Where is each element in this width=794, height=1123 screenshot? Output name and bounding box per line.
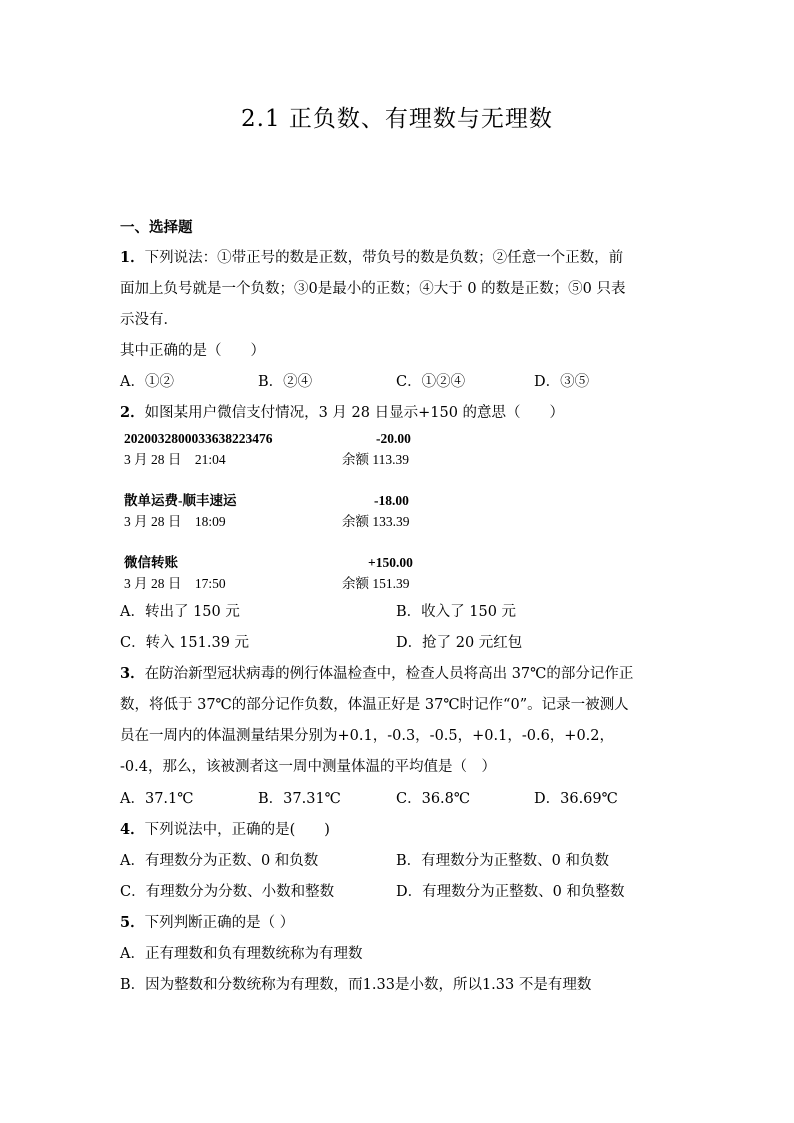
question-4-option-d: D．有理数分为正整数、0 和负整数 <box>396 884 625 900</box>
question-2-option-d: D．抢了 20 元红包 <box>396 635 523 651</box>
question-1-option-a: A．①② <box>120 374 174 390</box>
question-4-number: 4． <box>120 821 145 838</box>
question-1-number: 1． <box>120 249 145 266</box>
question-3-line-2: 数，将低于 37℃的部分记作负数，体温正好是 37℃时记作“0”。记录一被测人 <box>120 697 629 713</box>
question-1-option-c: C．①②④ <box>396 374 466 390</box>
question-5-text: 下列判断正确的是（ ） <box>144 915 295 931</box>
transaction-1-date: 3 月 28 日 21:04 <box>124 452 226 467</box>
question-2-option-b: B．收入了 150 元 <box>396 604 517 620</box>
question-4-option-c: C．有理数分为分数、小数和整数 <box>120 884 335 900</box>
question-3-option-b: B．37.31℃ <box>258 791 341 807</box>
question-2-number: 2． <box>120 404 145 421</box>
page-title: 2.1 正负数、有理数与无理数 <box>241 106 553 132</box>
transaction-3-amount: +150.00 <box>368 555 413 570</box>
question-1-line-3: 示没有． <box>120 312 178 328</box>
question-1-line-2: 面加上负号就是一个负数；③0是最小的正数；④大于 0 的数是正数；⑤0 只表 <box>120 281 626 297</box>
question-4-line <box>120 820 330 840</box>
question-1-line-1 <box>120 248 623 268</box>
transaction-2-date: 3 月 28 日 18:09 <box>124 514 226 529</box>
transaction-1-amount: -20.00 <box>376 431 411 446</box>
question-5-number: 5． <box>120 914 145 931</box>
transaction-1-name: 2020032800033638223476 <box>124 431 273 446</box>
question-3-number: 3． <box>120 665 145 682</box>
question-1-option-d: D．③⑤ <box>534 374 590 390</box>
question-3-option-d: D．36.69℃ <box>534 791 618 807</box>
question-1-option-b: B．②④ <box>258 374 313 390</box>
question-1-line-4: 其中正确的是（ ） <box>120 343 265 359</box>
question-3-text-1: 在防治新型冠状病毒的例行体温检查中，检查人员将高出 37℃的部分记作正 <box>144 666 634 682</box>
question-2-option-a: A．转出了 150 元 <box>120 604 240 620</box>
question-2-line <box>120 403 564 423</box>
transaction-3-name: 微信转账 <box>124 555 178 570</box>
question-5-option-b: B．因为整数和分数统称为有理数，而1.33是小数，所以1.33 不是有理数 <box>120 977 592 993</box>
question-4-option-a: A．有理数分为正数、0 和负数 <box>120 853 319 869</box>
question-4-text: 下列说法中，正确的是( ) <box>144 822 330 838</box>
question-3-line-1 <box>120 664 633 684</box>
transaction-2-name: 散单运费-顺丰速运 <box>124 493 237 508</box>
transaction-3-balance: 余额 151.39 <box>342 576 410 591</box>
question-4-option-b: B．有理数分为正整数、0 和负数 <box>396 853 609 869</box>
transaction-3-date: 3 月 28 日 17:50 <box>124 576 226 591</box>
question-3-option-c: C．36.8℃ <box>396 791 471 807</box>
question-2-text: 如图某用户微信支付情况，3 月 28 日显示+150 的意思（ ） <box>144 405 565 421</box>
transaction-1-balance: 余额 113.39 <box>342 452 409 467</box>
question-1-text-1: 下列说法：①带正号的数是正数，带负号的数是负数；②任意一个正数，前 <box>144 250 624 266</box>
question-3-option-a: A．37.1℃ <box>120 791 194 807</box>
question-2-option-c: C．转入 151.39 元 <box>120 635 250 651</box>
section-heading: 一、选择题 <box>120 219 193 236</box>
question-5-option-a: A．正有理数和负有理数统称为有理数 <box>120 946 363 962</box>
question-5-line <box>120 913 294 933</box>
transaction-2-balance: 余额 133.39 <box>342 514 410 529</box>
question-3-line-4: -0.4，那么，该被测者这一周中测量体温的平均值是（ ） <box>120 759 496 775</box>
transaction-2-amount: -18.00 <box>374 493 409 508</box>
question-3-line-3: 员在一周内的体温测量结果分别为+0.1，-0.3，-0.5，+0.1，-0.6，+0.2， <box>120 728 615 744</box>
